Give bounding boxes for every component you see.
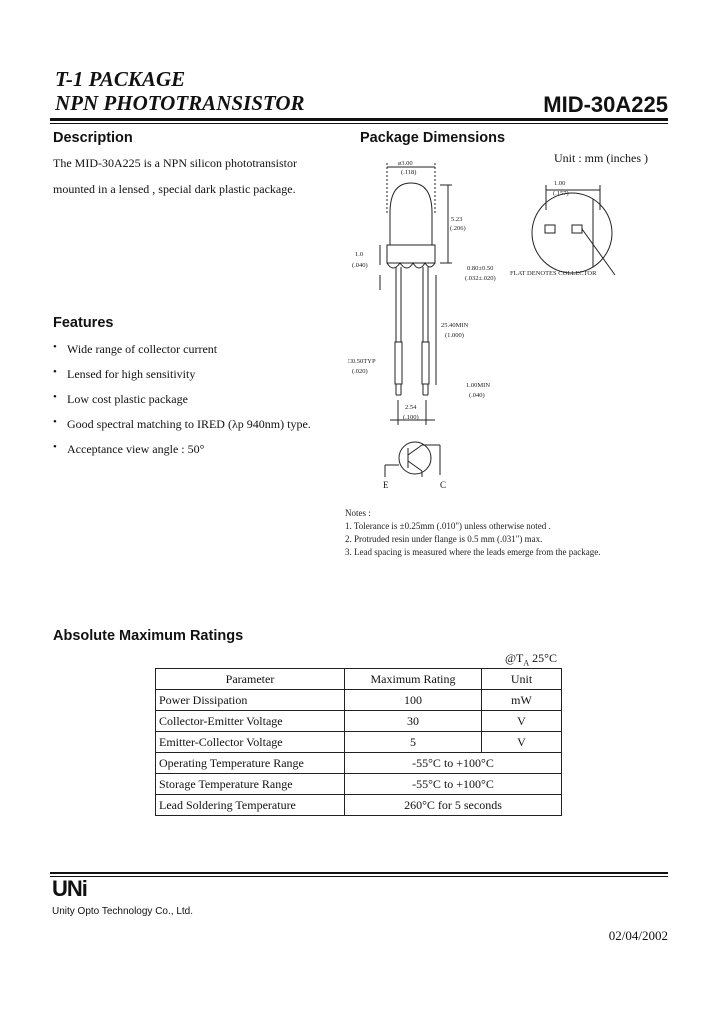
condition-subscript: A [523, 658, 530, 668]
dim-top-view-in: (.157) [553, 190, 569, 197]
dim-height-in: (.206) [450, 225, 466, 232]
package-drawing [340, 155, 670, 495]
transistor-symbol [399, 442, 431, 474]
param-cell: Storage Temperature Range [156, 774, 345, 795]
dim-pitch-in: (.100) [403, 414, 419, 421]
ratings-table [155, 668, 562, 816]
header-rule-thick [50, 118, 668, 121]
header-rule-thin [50, 123, 668, 124]
feature-item: • Good spectral matching to IRED (λp 940nm) type. [53, 417, 311, 442]
description-line-2: mounted in a lensed , special dark plastic package. [53, 182, 296, 196]
description-heading: Description [53, 130, 133, 146]
dim-lead-square: □0.50TYP [348, 358, 376, 365]
dim-flange: 1.0 [355, 251, 364, 258]
note-line: 3. Lead spacing is measured where the leads emerge from the package. [345, 547, 601, 557]
dim-flange-in: (.040) [352, 262, 368, 269]
param-cell: Operating Temperature Range [156, 753, 345, 774]
dim-pitch: 2.54 [405, 404, 417, 411]
value-cell: 30 [345, 711, 482, 732]
footer-rule-thick [50, 872, 668, 874]
table-header-row [156, 669, 562, 690]
unit-cell: V [482, 732, 562, 753]
dim-lead-length: 25.40MIN [441, 322, 469, 329]
footer-rule-thin [50, 876, 668, 877]
title-line-2: NPN PHOTOTRANSISTOR [55, 91, 305, 115]
features-list [53, 342, 311, 467]
param-cell: Collector-Emitter Voltage [156, 711, 345, 732]
dim-lead-square-in: (.020) [352, 368, 368, 375]
dim-lead-min: 1.00MIN [466, 382, 491, 389]
ratings-heading: Absolute Maximum Ratings [53, 628, 244, 644]
pin-e-label: E [383, 480, 389, 490]
dim-diameter-in: (.118) [401, 169, 417, 176]
dim-lead-length-in: (1.000) [445, 332, 464, 339]
table-row [156, 711, 562, 732]
dim-top-view: 1.00 [554, 180, 566, 187]
features-heading: Features [53, 315, 114, 331]
feature-item: • Wide range of collector current [53, 342, 311, 367]
value-cell: -55°C to +100°C [345, 774, 562, 795]
note-line: 1. Tolerance is ±0.25mm (.010") unless otherwise noted . [345, 521, 551, 531]
column-header: Maximum Rating [345, 669, 482, 690]
table-row [156, 753, 562, 774]
dim-diameter: ø3.00 [398, 160, 413, 167]
dim-lead-offset: 0.80±0.50 [467, 265, 494, 272]
description-line-1: The MID-30A225 is a NPN silicon phototransistor [53, 156, 297, 170]
value-cell: 100 [345, 690, 482, 711]
unit-cell: V [482, 711, 562, 732]
pin-c-label: C [440, 480, 447, 490]
notes-block [345, 507, 600, 559]
feature-item: • Lensed for high sensitivity [53, 367, 311, 392]
part-number: MID-30A225 [543, 92, 668, 117]
feature-item: • Low cost plastic package [53, 392, 311, 417]
company-name: Unity Opto Technology Co., Ltd. [52, 906, 194, 917]
feature-item: • Acceptance view angle : 50° [53, 442, 311, 467]
table-row [156, 732, 562, 753]
param-cell: Power Dissipation [156, 690, 345, 711]
value-cell: -55°C to +100°C [345, 753, 562, 774]
column-header: Unit [482, 669, 562, 690]
param-cell: Emitter-Collector Voltage [156, 732, 345, 753]
ratings-condition [505, 651, 557, 667]
document-date: 02/04/2002 [608, 928, 668, 943]
notes-heading: Notes : [345, 508, 371, 518]
package-heading: Package Dimensions [360, 130, 506, 146]
led-flange [387, 245, 435, 263]
table-row [156, 795, 562, 816]
table-row [156, 690, 562, 711]
value-cell: 260°C for 5 seconds [345, 795, 562, 816]
column-header: Parameter [156, 669, 345, 690]
value-cell: 5 [345, 732, 482, 753]
flat-label: FLAT DENOTES COLLECTOR [510, 270, 597, 277]
condition-value: 25°C [529, 651, 557, 665]
condition-prefix: @T [505, 651, 524, 665]
company-logo: UNi [52, 876, 87, 901]
unit-label: Unit : mm (inches ) [554, 151, 648, 165]
dim-lead-min-in: (.040) [469, 392, 485, 399]
dim-height: 5.23 [451, 216, 463, 223]
param-cell: Lead Soldering Temperature [156, 795, 345, 816]
note-line: 2. Protruded resin under flange is 0.5 mm (.031") max. [345, 534, 543, 544]
dim-lead-offset-in: (.032±.020) [465, 275, 496, 282]
unit-cell: mW [482, 690, 562, 711]
table-row [156, 774, 562, 795]
led-body [390, 183, 432, 245]
title-line-1: T-1 PACKAGE [55, 67, 186, 91]
